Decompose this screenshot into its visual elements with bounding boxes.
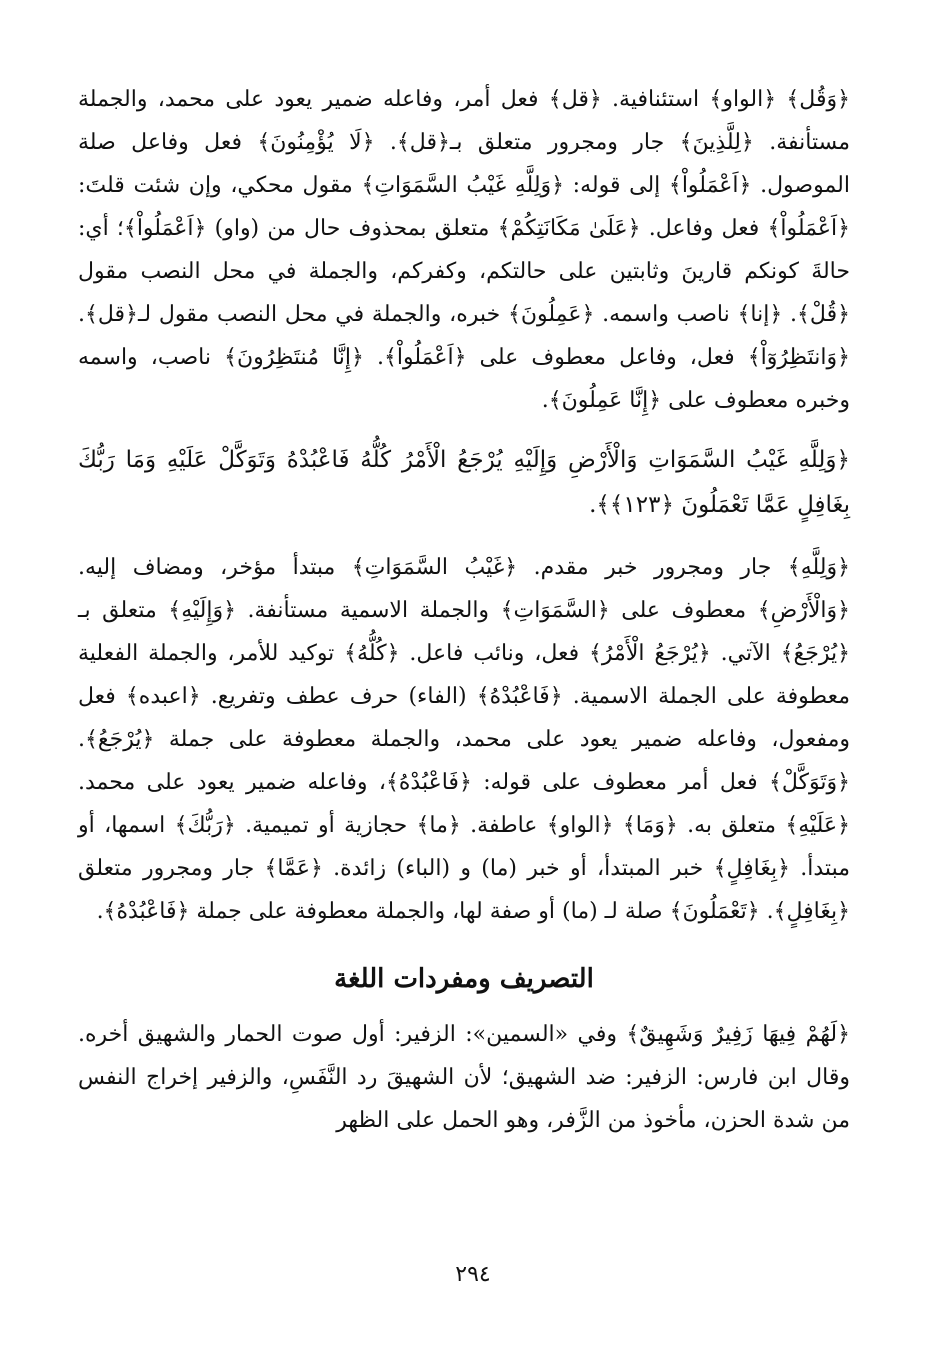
paragraph-spacer [78, 528, 850, 546]
quran-verse: ﴿وَلِلَّهِ غَيْبُ السَّمَوَاتِ وَالْأَرْضِ وَإِلَيْهِ يُرْجَعُ الْأَمْرُ كُلُّهُ فَاعْبُدْهُ وَتَوَكَّلْ عَلَيْهِ وَمَا رَبُّكَ بِغَافِلٍ عَمَّا تَعْمَلُونَ ﴿١٢٣﴾﴾. [78, 447, 850, 518]
grammar-paragraph-1: ﴿وَقُل﴾ ﴿الواو﴾ استئنافية. ﴿قل﴾ فعل أمر، وفاعله ضمير يعود على محمد، والجملة مستأنفة. ﴿لِلَّذِينَ﴾ جار ومجرور متعلق بـ﴿قل﴾. ﴿لَا يُؤْمِنُونَ﴾ فعل وفاعل صلة الموصول. ﴿اَعْمَلُواْ﴾ إلى قوله: ﴿وَلِلَّهِ غَيْبُ السَّمَوَاتِ﴾ مقول محكي، وإن شئت قلتَ: ﴿اَعْمَلُواْ﴾ فعل وفاعل. ﴿عَلَىٰ مَكَانَتِكُمْ﴾ متعلق بمحذوف حال من (واو) ﴿اَعْمَلُواْ﴾؛ أي: حالةَ كونكم قارينَ وثابتين على حالتكم، وكفركم، والجملة في محل النصب مقول ﴿قُلْ﴾. ﴿إنا﴾ ناصب واسمه. ﴿عَمِلُونَ﴾ خبره، والجملة في محل النصب مقول لـ﴿قل﴾. ﴿وَانتَظِرُوٓاْ﴾ فعل، وفاعل معطوف على ﴿اَعْمَلُواْ﴾. ﴿إِنَّا مُنتَظِرُونَ﴾ ناصب، واسمه وخبره معطوف على ﴿إِنَّا عَمِلُونَ﴾. [78, 87, 851, 413]
page-number: ٢٩٤ [455, 1262, 491, 1287]
vocabulary-paragraph: ﴿لَهُمْ فِيهَا زَفِيرٌ وَشَهِيقٌ﴾ وفي «السمين»: الزفير: أول صوت الحمار والشهيق أخره. وقال ابن فارس: الزفير: ضد الشهيق؛ لأن الشهيقَ رد النَّفَسِ، والزفير إخراج النفس من شدة الحزن، مأخوذ من الزَّفر، وهو الحمل على الظهر [78, 1022, 850, 1133]
section-title: التصريف ومفردات اللغة [334, 964, 594, 994]
page-body [78, 78, 850, 1142]
grammar-paragraph-2: ﴿وَلِلَّهِ﴾ جار ومجرور خبر مقدم. ﴿غَيْبُ السَّمَوَاتِ﴾ مبتدأ مؤخر، ومضاف إليه. ﴿وَالْأَرْضِ﴾ معطوف على ﴿السَّمَوَاتِ﴾ والجملة الاسمية مستأنفة. ﴿وَإِلَيْهِ﴾ متعلق بـ ﴿يُرْجَعُ﴾ الآتي. ﴿يُرْجَعُ الْأَمْرُ﴾ فعل، ونائب فاعل. ﴿كُلُّهُ﴾ توكيد للأمر، والجملة الفعلية معطوفة على الجملة الاسمية. ﴿فَاعْبُدْهُ﴾ (الفاء) حرف عطف وتفريع. ﴿اعبده﴾ فعل ومفعول، وفاعله ضمير يعود على محمد، والجملة معطوفة على جملة ﴿يُرْجَعُ﴾. ﴿وَتَوَكَّلْ﴾ فعل أمر معطوف على قوله: ﴿فَاعْبُدْهُ﴾، وفاعله ضمير يعود على محمد. ﴿عَلَيْهِ﴾ متعلق به. ﴿وَمَا﴾ ﴿الواو﴾ عاطفة. ﴿ما﴾ حجازية أو تميمية. ﴿رَبُّكَ﴾ اسمها، أو مبتدأ. ﴿بِغَافِلٍ﴾ خبر المبتدأ، أو خبر (ما) و (الباء) زائدة. ﴿عَمَّا﴾ جار ومجرور متعلق ﴿بِغَافِلٍ﴾. ﴿تَعْمَلُونَ﴾ صلة لـ (ما) أو صفة لها، والجملة معطوفة على جملة ﴿فَاعْبُدْهُ﴾. [78, 555, 851, 924]
